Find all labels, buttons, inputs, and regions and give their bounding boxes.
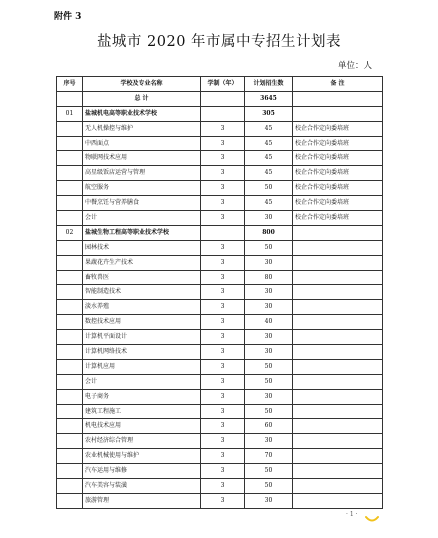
major-name: 畜牧兽医 bbox=[83, 270, 201, 285]
major-name: 农业机械使用与维护 bbox=[83, 449, 201, 464]
table-row bbox=[57, 389, 383, 404]
table-row bbox=[57, 196, 383, 211]
major-name: 航空服务 bbox=[83, 181, 201, 196]
major-note: 校企合作定向委培班 bbox=[293, 181, 383, 196]
major-years: 3 bbox=[201, 121, 245, 136]
major-count: 45 bbox=[245, 166, 293, 181]
major-years: 3 bbox=[201, 449, 245, 464]
col-header-note: 备 注 bbox=[293, 77, 383, 92]
table-row bbox=[57, 404, 383, 419]
table-row bbox=[57, 315, 383, 330]
major-note bbox=[293, 300, 383, 315]
school-name: 盐城机电高等职业技术学校 bbox=[83, 106, 201, 121]
major-count: 50 bbox=[245, 181, 293, 196]
table-row bbox=[57, 419, 383, 434]
table-row bbox=[57, 464, 383, 479]
major-years: 3 bbox=[201, 479, 245, 494]
major-years: 3 bbox=[201, 315, 245, 330]
major-note bbox=[293, 479, 383, 494]
major-years: 3 bbox=[201, 389, 245, 404]
major-note bbox=[293, 449, 383, 464]
major-note bbox=[293, 404, 383, 419]
major-name: 无人机操控与维护 bbox=[83, 121, 201, 136]
major-name: 智能制造技术 bbox=[83, 285, 201, 300]
corner-curve-mark bbox=[365, 515, 379, 523]
table-row bbox=[57, 330, 383, 345]
major-note bbox=[293, 434, 383, 449]
major-name: 果蔬花卉生产技术 bbox=[83, 255, 201, 270]
enrollment-plan-table bbox=[56, 76, 383, 509]
major-years: 3 bbox=[201, 196, 245, 211]
major-count: 80 bbox=[245, 270, 293, 285]
major-count: 50 bbox=[245, 359, 293, 374]
major-name: 高星级饭店运营与管理 bbox=[83, 166, 201, 181]
major-years: 3 bbox=[201, 240, 245, 255]
major-count: 30 bbox=[245, 285, 293, 300]
major-years: 3 bbox=[201, 359, 245, 374]
table-row bbox=[57, 434, 383, 449]
major-name: 数控技术应用 bbox=[83, 315, 201, 330]
major-name: 计算机网络技术 bbox=[83, 345, 201, 360]
major-count: 50 bbox=[245, 240, 293, 255]
major-years: 3 bbox=[201, 404, 245, 419]
attachment-label: 附件 3 bbox=[54, 12, 82, 22]
major-count: 30 bbox=[245, 255, 293, 270]
major-note bbox=[293, 345, 383, 360]
major-name: 电子商务 bbox=[83, 389, 201, 404]
major-years: 3 bbox=[201, 300, 245, 315]
major-years: 3 bbox=[201, 419, 245, 434]
major-years: 3 bbox=[201, 285, 245, 300]
major-note bbox=[293, 255, 383, 270]
school-count: 800 bbox=[245, 225, 293, 240]
major-note bbox=[293, 359, 383, 374]
col-header-name: 学校及专业名称 bbox=[83, 77, 201, 92]
major-note bbox=[293, 240, 383, 255]
major-count: 30 bbox=[245, 345, 293, 360]
table-row bbox=[57, 240, 383, 255]
major-years: 3 bbox=[201, 181, 245, 196]
major-years: 3 bbox=[201, 136, 245, 151]
major-note bbox=[293, 315, 383, 330]
major-note: 校企合作定向委培班 bbox=[293, 121, 383, 136]
unit-label: 单位：人 bbox=[338, 61, 373, 71]
major-count: 70 bbox=[245, 449, 293, 464]
major-count: 45 bbox=[245, 151, 293, 166]
major-note bbox=[293, 464, 383, 479]
major-count: 50 bbox=[245, 464, 293, 479]
table-row bbox=[57, 479, 383, 494]
table-row bbox=[57, 345, 383, 360]
table-row bbox=[57, 121, 383, 136]
document-title: 盐城市 2020 年市属中专招生计划表 bbox=[96, 34, 342, 50]
school-row bbox=[57, 225, 383, 240]
major-count: 60 bbox=[245, 419, 293, 434]
major-note: 校企合作定向委培班 bbox=[293, 151, 383, 166]
table-row bbox=[57, 136, 383, 151]
major-name: 会计 bbox=[83, 374, 201, 389]
table-row bbox=[57, 493, 383, 508]
table-header-row bbox=[57, 77, 383, 92]
table-row bbox=[57, 181, 383, 196]
major-name: 汽车美容与装潢 bbox=[83, 479, 201, 494]
major-note bbox=[293, 419, 383, 434]
major-note: 校企合作定向委培班 bbox=[293, 211, 383, 226]
table-body bbox=[57, 91, 383, 508]
page-number: · 1 · bbox=[346, 511, 358, 518]
major-count: 30 bbox=[245, 300, 293, 315]
major-name: 中餐烹饪与营养膳食 bbox=[83, 196, 201, 211]
major-years: 3 bbox=[201, 464, 245, 479]
major-name: 机电技术应用 bbox=[83, 419, 201, 434]
school-count: 305 bbox=[245, 106, 293, 121]
major-count: 30 bbox=[245, 434, 293, 449]
major-name: 计算机应用 bbox=[83, 359, 201, 374]
major-years: 3 bbox=[201, 330, 245, 345]
major-name: 旅游管理 bbox=[83, 493, 201, 508]
major-note: 校企合作定向委培班 bbox=[293, 196, 383, 211]
major-count: 45 bbox=[245, 136, 293, 151]
table-row bbox=[57, 374, 383, 389]
major-count: 50 bbox=[245, 479, 293, 494]
major-years: 3 bbox=[201, 270, 245, 285]
major-name: 建筑工程施工 bbox=[83, 404, 201, 419]
major-note bbox=[293, 285, 383, 300]
table-row bbox=[57, 166, 383, 181]
major-note bbox=[293, 270, 383, 285]
table-row bbox=[57, 211, 383, 226]
major-note bbox=[293, 493, 383, 508]
major-name: 计算机平面设计 bbox=[83, 330, 201, 345]
school-name: 盐城生物工程高等职业技术学校 bbox=[83, 225, 201, 240]
major-count: 30 bbox=[245, 211, 293, 226]
total-row bbox=[57, 91, 383, 106]
major-note: 校企合作定向委培班 bbox=[293, 166, 383, 181]
table-row bbox=[57, 285, 383, 300]
school-number: 01 bbox=[57, 106, 83, 121]
col-header-years: 学制（年） bbox=[201, 77, 245, 92]
table-row bbox=[57, 359, 383, 374]
table-row bbox=[57, 151, 383, 166]
major-name: 中西面点 bbox=[83, 136, 201, 151]
table-row bbox=[57, 300, 383, 315]
major-note bbox=[293, 389, 383, 404]
major-years: 3 bbox=[201, 255, 245, 270]
major-name: 农村经济综合管理 bbox=[83, 434, 201, 449]
major-name: 物联网技术应用 bbox=[83, 151, 201, 166]
major-count: 45 bbox=[245, 196, 293, 211]
major-years: 3 bbox=[201, 374, 245, 389]
major-years: 3 bbox=[201, 345, 245, 360]
major-years: 3 bbox=[201, 166, 245, 181]
total-label: 总 计 bbox=[83, 91, 201, 106]
major-name: 淡水养殖 bbox=[83, 300, 201, 315]
major-count: 50 bbox=[245, 404, 293, 419]
major-count: 30 bbox=[245, 389, 293, 404]
table-row bbox=[57, 255, 383, 270]
major-note: 校企合作定向委培班 bbox=[293, 136, 383, 151]
col-header-count: 计划招生数 bbox=[245, 77, 293, 92]
major-note bbox=[293, 374, 383, 389]
school-number: 02 bbox=[57, 225, 83, 240]
major-note bbox=[293, 330, 383, 345]
major-name: 会计 bbox=[83, 211, 201, 226]
table-row bbox=[57, 449, 383, 464]
major-years: 3 bbox=[201, 211, 245, 226]
major-years: 3 bbox=[201, 434, 245, 449]
major-count: 30 bbox=[245, 493, 293, 508]
major-count: 45 bbox=[245, 121, 293, 136]
col-header-no: 序号 bbox=[57, 77, 83, 92]
school-row bbox=[57, 106, 383, 121]
major-years: 3 bbox=[201, 493, 245, 508]
major-count: 50 bbox=[245, 374, 293, 389]
total-count: 3645 bbox=[245, 91, 293, 106]
major-years: 3 bbox=[201, 151, 245, 166]
major-name: 园林技术 bbox=[83, 240, 201, 255]
major-count: 30 bbox=[245, 330, 293, 345]
major-count: 40 bbox=[245, 315, 293, 330]
major-name: 汽车运用与维修 bbox=[83, 464, 201, 479]
table-row bbox=[57, 270, 383, 285]
